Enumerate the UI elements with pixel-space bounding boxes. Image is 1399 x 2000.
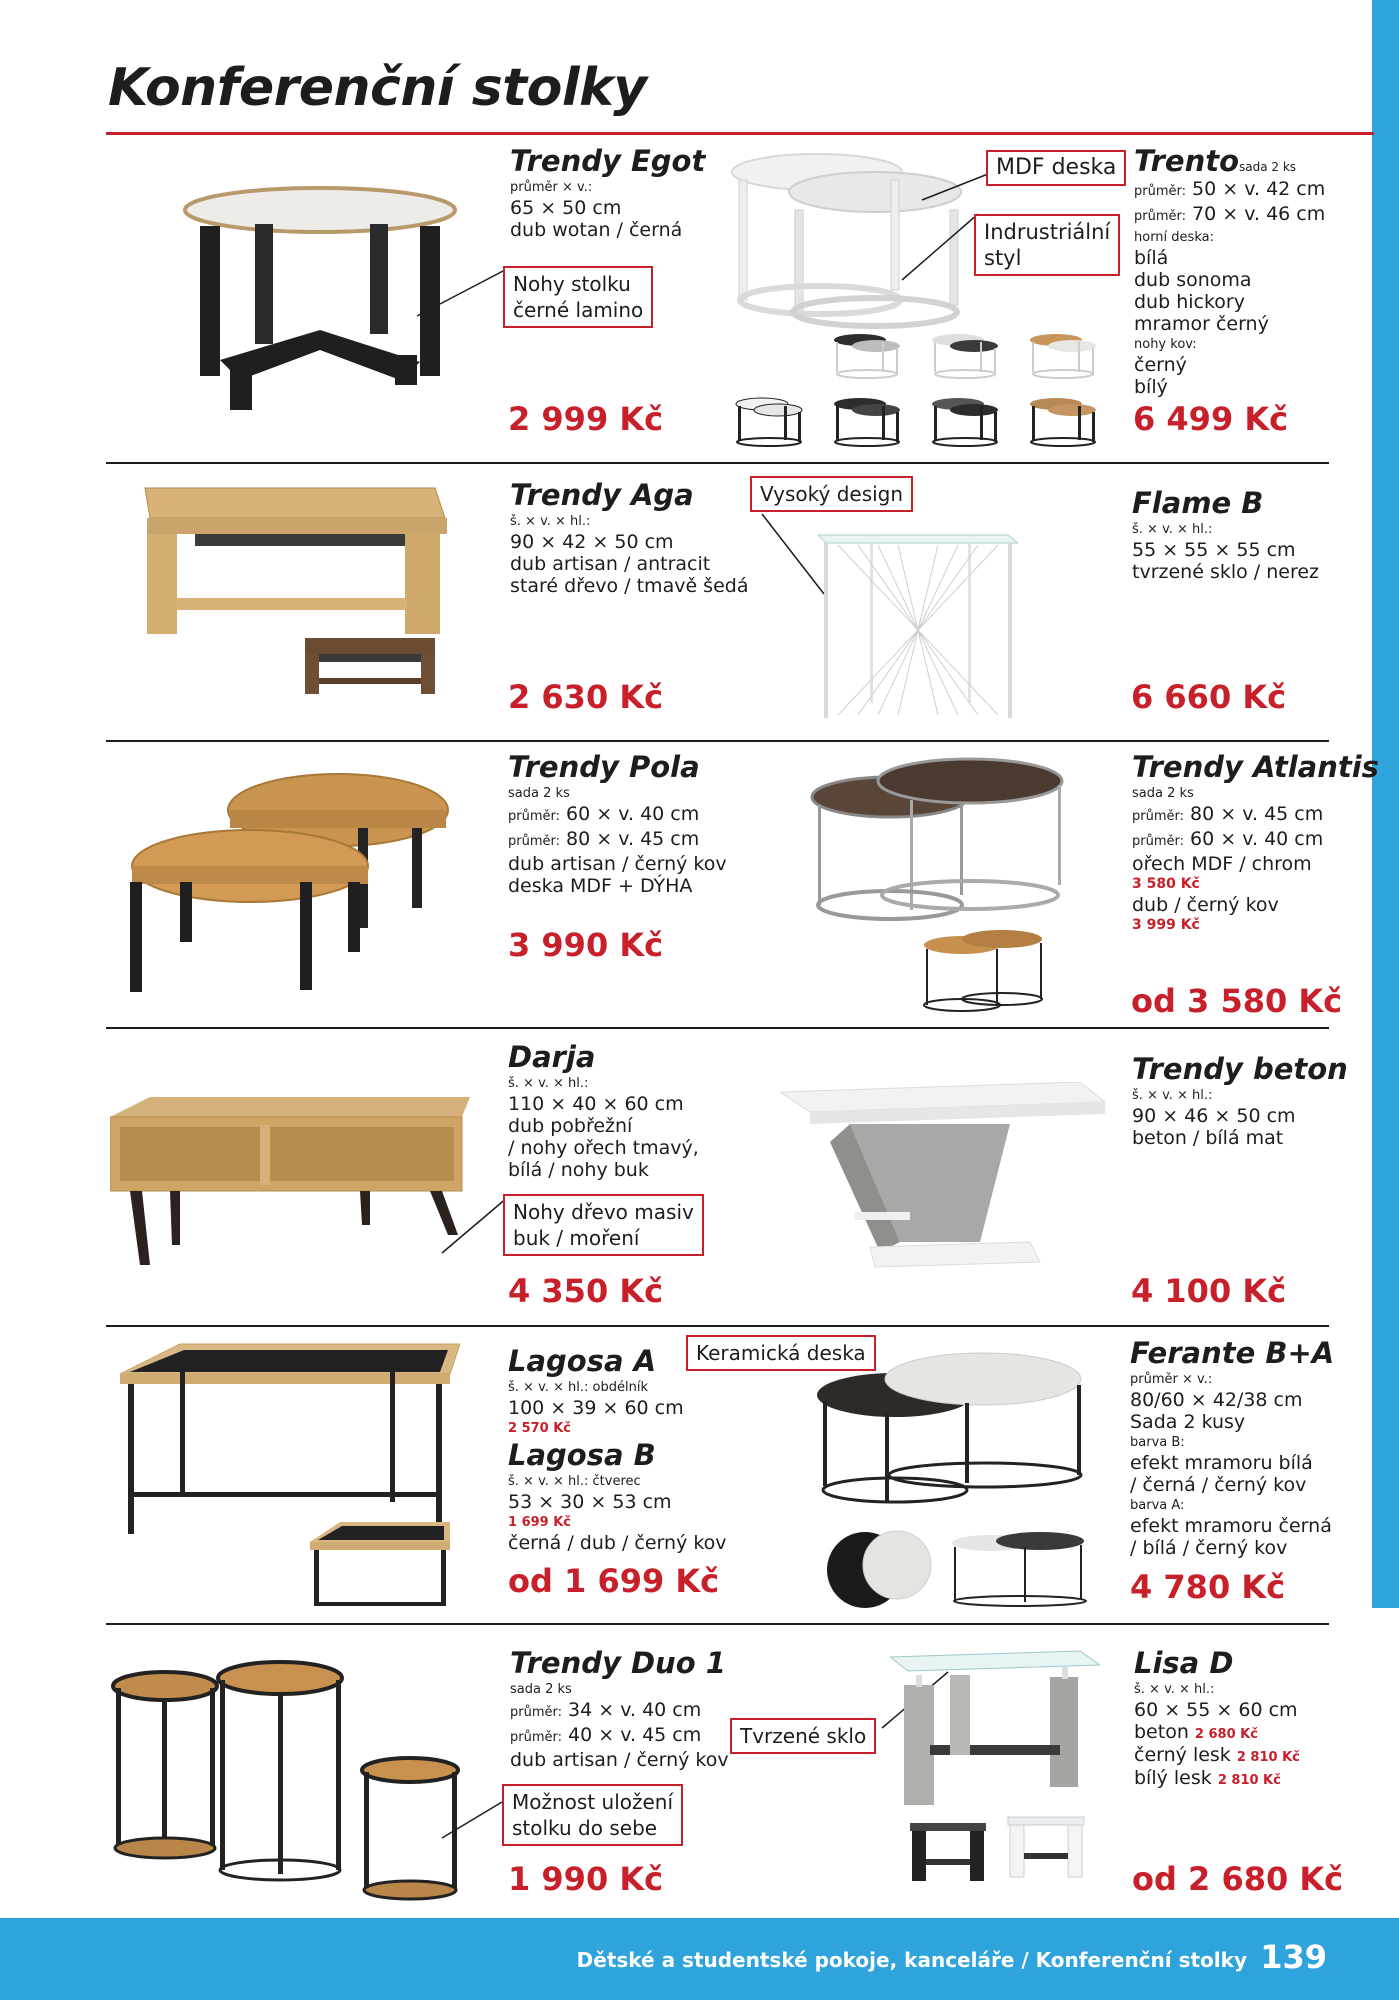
dimension-label: průměr × v.: — [510, 180, 593, 195]
variant-price: 1 699 Kč — [508, 1515, 572, 1530]
product-darja — [508, 1040, 699, 1181]
product-name: Trento — [1134, 144, 1239, 178]
product-trendy-beton — [1132, 1052, 1348, 1149]
dimensions: 90 × 42 × 50 cm — [510, 531, 674, 553]
callout-tvrzene-sklo: Tvrzené sklo — [730, 1718, 876, 1754]
row-divider — [106, 462, 1329, 464]
variant: černý lesk — [1134, 1744, 1231, 1766]
label: průměr: — [1134, 209, 1186, 224]
callout-leader — [760, 512, 826, 596]
row-divider — [106, 1325, 1329, 1327]
product-suffix: sada 2 ks — [1239, 160, 1297, 174]
dimension-label: š. × v. × hl.: čtverec — [508, 1474, 641, 1489]
label: průměr: — [1132, 809, 1184, 824]
dimensions: 34 × v. 40 cm — [568, 1699, 702, 1721]
dimensions: 65 × 50 cm — [510, 197, 622, 219]
variant-price: 2 680 Kč — [1194, 1727, 1258, 1742]
aga-table-image — [135, 478, 465, 708]
label: průměr: — [508, 834, 560, 849]
callout-moznost-ulozeni: Možnost uložení stolku do sebe — [502, 1784, 683, 1846]
callout-nohy-stolku: Nohy stolku černé lamino — [503, 266, 653, 328]
set-info: sada 2 ks — [508, 786, 570, 801]
product-name: Darja — [508, 1040, 596, 1074]
dimensions: 60 × v. 40 cm — [566, 803, 700, 825]
variant: beton — [1134, 1721, 1189, 1743]
set-info: sada 2 ks — [510, 1682, 572, 1697]
product-name-a: Lagosa A — [508, 1344, 657, 1378]
product-lagosa — [508, 1344, 727, 1554]
dimensions: 90 × 46 × 50 cm — [1132, 1105, 1296, 1127]
dimensions: 60 × v. 40 cm — [1190, 828, 1324, 850]
label: průměr: — [508, 809, 560, 824]
price-beton: 4 100 Kč — [1131, 1272, 1287, 1310]
label: horní deska: — [1134, 230, 1214, 245]
callout-mdf-deska: MDF deska — [986, 150, 1126, 186]
variant-price: 3 999 Kč — [1132, 917, 1200, 933]
dimensions: 80 × v. 45 cm — [566, 828, 700, 850]
product-flame-b — [1132, 486, 1319, 583]
material: / nohy ořech tmavý, — [508, 1137, 699, 1159]
callout-leader — [440, 1195, 510, 1255]
price-darja: 4 350 Kč — [508, 1272, 664, 1310]
dimension-label: š. × v. × hl.: — [1132, 522, 1213, 537]
title-rule — [106, 132, 1374, 135]
product-trendy-egot — [510, 144, 705, 241]
price-pola: 3 990 Kč — [508, 926, 664, 964]
footer-breadcrumb: Dětské a studentské pokoje, kanceláře / Konferenční stolky — [576, 1948, 1247, 1972]
price-aga: 2 630 Kč — [508, 678, 664, 716]
label: průměr: — [510, 1730, 562, 1745]
atlantis-nesting-tables-image — [810, 755, 1070, 1025]
top-color: dub hickory — [1134, 291, 1245, 313]
beton-table-image — [780, 1082, 1110, 1282]
product-lisa-d — [1134, 1646, 1300, 1790]
product-name: Trendy Atlantis — [1132, 750, 1379, 784]
variant-price: 2 570 Kč — [508, 1421, 572, 1436]
product-name: Trendy Pola — [508, 750, 700, 784]
variant: dub / černý kov — [1132, 894, 1279, 916]
label: průměr: — [1134, 184, 1186, 199]
variant-price: 3 580 Kč — [1132, 876, 1200, 892]
variant: bílý lesk — [1134, 1767, 1212, 1789]
callout-nohy-drevo: Nohy dřevo masiv buk / moření — [503, 1194, 704, 1256]
price-flame: 6 660 Kč — [1131, 678, 1287, 716]
product-name: Flame B — [1132, 486, 1264, 520]
material: dub artisan / antracit — [510, 553, 711, 575]
product-name: Trendy Egot — [510, 144, 706, 178]
dimensions: 55 × 55 × 55 cm — [1132, 539, 1296, 561]
darja-table-image — [110, 1095, 470, 1275]
product-trendy-aga — [510, 478, 748, 597]
callout-industrialni: Indrustriální styl — [974, 214, 1120, 276]
dimension-label: š. × v. × hl.: — [1132, 1088, 1213, 1103]
top-color: bílá — [1134, 247, 1169, 269]
dimensions: 50 × v. 42 cm — [1192, 178, 1326, 200]
color: / bílá / černý kov — [1130, 1537, 1288, 1559]
top-color: dub sonoma — [1134, 269, 1252, 291]
flame-glass-table-image — [818, 525, 1018, 725]
trento-variants-image — [734, 330, 1104, 454]
dimension-label: š. × v. × hl.: — [1134, 1682, 1215, 1697]
dimensions: 80/60 × 42/38 cm — [1130, 1389, 1303, 1411]
callout-leader — [920, 172, 990, 202]
duo-nesting-tables-image — [110, 1660, 480, 1920]
material: dub artisan / černý kov — [508, 853, 727, 875]
set-info: sada 2 ks — [1132, 786, 1194, 801]
product-name: Ferante B+A — [1130, 1336, 1335, 1370]
color: efekt mramoru bílá — [1130, 1452, 1313, 1474]
dimension-label: průměr × v.: — [1130, 1372, 1213, 1387]
top-color: mramor černý — [1134, 313, 1269, 335]
dimensions: 53 × 30 × 53 cm — [508, 1491, 672, 1513]
variant: ořech MDF / chrom — [1132, 853, 1312, 875]
row-divider — [106, 1623, 1329, 1625]
pola-nesting-tables-image — [120, 770, 460, 1000]
dimension-label: š. × v. × hl.: — [508, 1076, 589, 1091]
product-ferante — [1130, 1336, 1334, 1559]
product-trento — [1134, 144, 1325, 398]
label: barva B: — [1130, 1435, 1185, 1450]
color: efekt mramoru černá — [1130, 1515, 1332, 1537]
row-divider — [106, 740, 1329, 742]
dimensions: 70 × v. 46 cm — [1192, 203, 1326, 225]
product-trendy-atlantis — [1132, 750, 1379, 935]
callout-keramicka-deska: Keramická deska — [686, 1335, 876, 1371]
product-name: Trendy beton — [1132, 1052, 1348, 1086]
material: dub wotan / černá — [510, 219, 683, 241]
material: dub artisan / černý kov — [510, 1749, 729, 1771]
price-lagosa: od 1 699 Kč — [508, 1562, 720, 1600]
ferante-tables-image — [815, 1345, 1095, 1615]
leg-color: černý — [1134, 354, 1187, 376]
product-name: Lisa D — [1134, 1646, 1234, 1680]
leg-color: bílý — [1134, 376, 1168, 398]
color: / černá / černý kov — [1130, 1474, 1307, 1496]
callout-leader — [440, 1800, 504, 1840]
dimensions: 100 × 39 × 60 cm — [508, 1397, 684, 1419]
material: staré dřevo / tmavě šedá — [510, 575, 749, 597]
price-atlantis: od 3 580 Kč — [1131, 982, 1343, 1020]
set-info: Sada 2 kusy — [1130, 1411, 1246, 1433]
product-trendy-duo — [510, 1646, 729, 1771]
product-name: Trendy Aga — [510, 478, 694, 512]
variant-price: 2 810 Kč — [1236, 1750, 1300, 1765]
product-name: Trendy Duo 1 — [510, 1646, 726, 1680]
price-egot: 2 999 Kč — [508, 400, 664, 438]
callout-leader — [415, 268, 507, 318]
label: nohy kov: — [1134, 337, 1197, 352]
dimensions: 80 × v. 45 cm — [1190, 803, 1324, 825]
dimension-label: š. × v. × hl.: obdélník — [508, 1380, 648, 1395]
material: dub pobřežní — [508, 1115, 633, 1137]
page-footer — [0, 1918, 1399, 2000]
material: deska MDF + DÝHA — [508, 875, 693, 897]
callout-vysoky-design: Vysoký design — [750, 476, 913, 512]
page-title: Konferenční stolky — [108, 58, 647, 118]
material: tvrzené sklo / nerez — [1132, 561, 1320, 583]
lisa-glass-table-image — [890, 1645, 1100, 1885]
price-ferante: 4 780 Kč — [1130, 1568, 1286, 1606]
label: průměr: — [1132, 834, 1184, 849]
callout-leader — [900, 212, 980, 282]
price-duo: 1 990 Kč — [508, 1860, 664, 1898]
dimensions: 110 × 40 × 60 cm — [508, 1093, 684, 1115]
material: beton / bílá mat — [1132, 1127, 1284, 1149]
product-trendy-pola — [508, 750, 727, 897]
material: černá / dub / černý kov — [508, 1532, 727, 1554]
dimensions: 60 × 55 × 60 cm — [1134, 1699, 1298, 1721]
price-trento: 6 499 Kč — [1133, 400, 1289, 438]
dimension-label: š. × v. × hl.: — [510, 514, 591, 529]
price-lisa: od 2 680 Kč — [1132, 1860, 1344, 1898]
page-number: 139 — [1260, 1938, 1327, 1976]
dimensions: 40 × v. 45 cm — [568, 1724, 702, 1746]
row-divider — [106, 1027, 1329, 1029]
label: průměr: — [510, 1705, 562, 1720]
variant-price: 2 810 Kč — [1217, 1773, 1281, 1788]
label: barva A: — [1130, 1498, 1185, 1513]
lagosa-tables-image — [120, 1342, 460, 1612]
product-name-b: Lagosa B — [508, 1438, 656, 1472]
material: bílá / nohy buk — [508, 1159, 649, 1181]
